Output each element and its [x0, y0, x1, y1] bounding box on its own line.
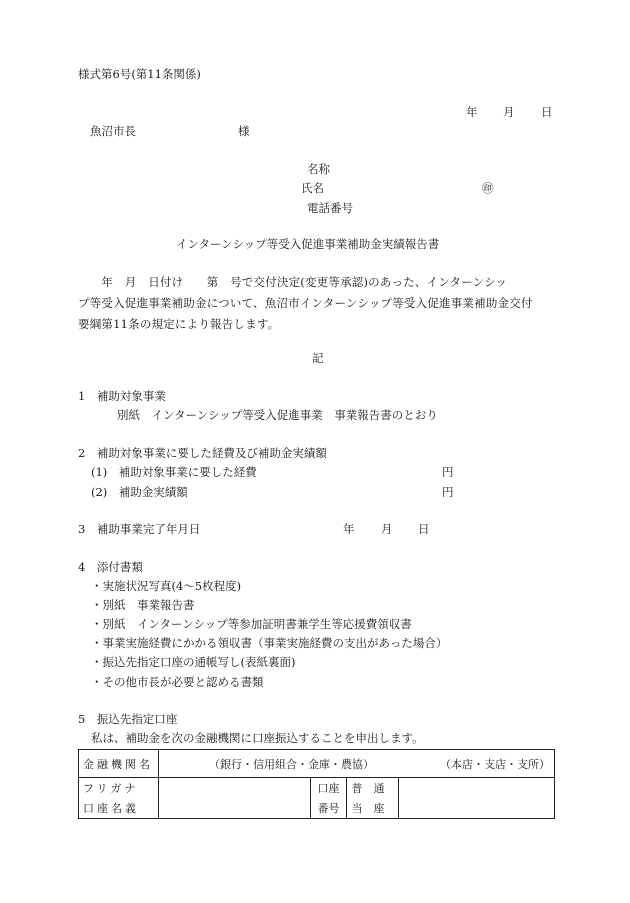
section5-heading: 5 振込先指定口座 [78, 712, 178, 726]
institution-field[interactable] [158, 750, 554, 778]
bank-account-table [78, 749, 555, 819]
section2-item1-unit: 円 [442, 465, 454, 479]
attachment-item: ・別紙 インターンシップ等参加証明書兼学生等応援費領収書 [91, 617, 412, 631]
institution-label: 金融機関名 [79, 750, 159, 778]
attachment-item: ・振込先指定口座の通帳写し(表紙裏面) [91, 655, 296, 669]
furigana-label: フリガナ [79, 778, 159, 799]
section2-item2-unit: 円 [442, 485, 454, 499]
body-paragraph [78, 272, 556, 335]
section1-detail: 別紙 インターンシップ等受入促進事業 事業報告書のとおり [117, 408, 438, 422]
branch-types: （本店・支店・支所） [440, 757, 550, 771]
date-month-label: 月 [503, 105, 515, 119]
attachment-item: ・その他市長が必要と認める書類 [91, 675, 264, 689]
applicant-person-label: 氏名 [301, 181, 324, 195]
addressee-honorific: 様 [238, 124, 250, 138]
ki-heading: 記 [312, 351, 324, 365]
account-type-checking[interactable]: 当 座 [347, 798, 399, 819]
section3-month: 月 [381, 522, 393, 536]
section4-heading: 4 添付書類 [78, 560, 143, 574]
section3-day: 日 [418, 522, 430, 536]
attachment-item: ・実施状況写真(4～5枚程度) [91, 579, 242, 593]
body-line-1: 年 月 日付け 第 号で交付決定(変更等承認)のあった、インターンシッ [78, 275, 508, 289]
section2-heading: 2 補助対象事業に要した経費及び補助金実績額 [78, 446, 327, 460]
document-title: インターンシップ等受入促進事業補助金実績報告書 [176, 237, 440, 251]
institution-types: （銀行・信用組合・金庫・農協） [208, 757, 374, 771]
applicant-phone-label: 電話番号 [307, 201, 353, 215]
section3-heading: 3 補助事業完了年月日 [78, 522, 201, 536]
account-type-ordinary[interactable]: 普 通 [347, 778, 399, 799]
seal-mark: ㊞ [482, 181, 494, 195]
section1-heading: 1 補助対象事業 [78, 389, 166, 403]
account-label-bottom: 番号 [310, 798, 347, 819]
applicant-name-label: 名称 [307, 162, 330, 176]
account-name-label: 口座名義 [79, 798, 159, 819]
attachment-item: ・事業実施経費にかかる領収書（事業実施経費の支出があった場合） [91, 636, 448, 650]
section5-statement: 私は、補助金を次の金融機関に口座振込することを申出します。 [91, 731, 424, 745]
account-number-field[interactable] [399, 778, 555, 819]
body-line-2: プ等受入促進事業補助金について、魚沼市インターンシップ等受入促進事業補助金交付 [78, 296, 533, 310]
account-label-top: 口座 [310, 778, 347, 799]
addressee-title: 魚沼市長 [90, 124, 136, 138]
date-day-label: 日 [541, 105, 553, 119]
account-holder-field[interactable] [158, 778, 310, 819]
form-number: 様式第6号(第11条関係) [78, 67, 201, 81]
section3-year: 年 [343, 522, 355, 536]
body-line-3: 要綱第11条の規定により報告します。 [78, 317, 280, 331]
section2-item1: (1) 補助対象事業に要した経費 [91, 465, 257, 479]
section2-item2: (2) 補助金実績額 [91, 485, 188, 499]
date-year-label: 年 [466, 105, 478, 119]
attachment-item: ・別紙 事業報告書 [91, 598, 195, 612]
